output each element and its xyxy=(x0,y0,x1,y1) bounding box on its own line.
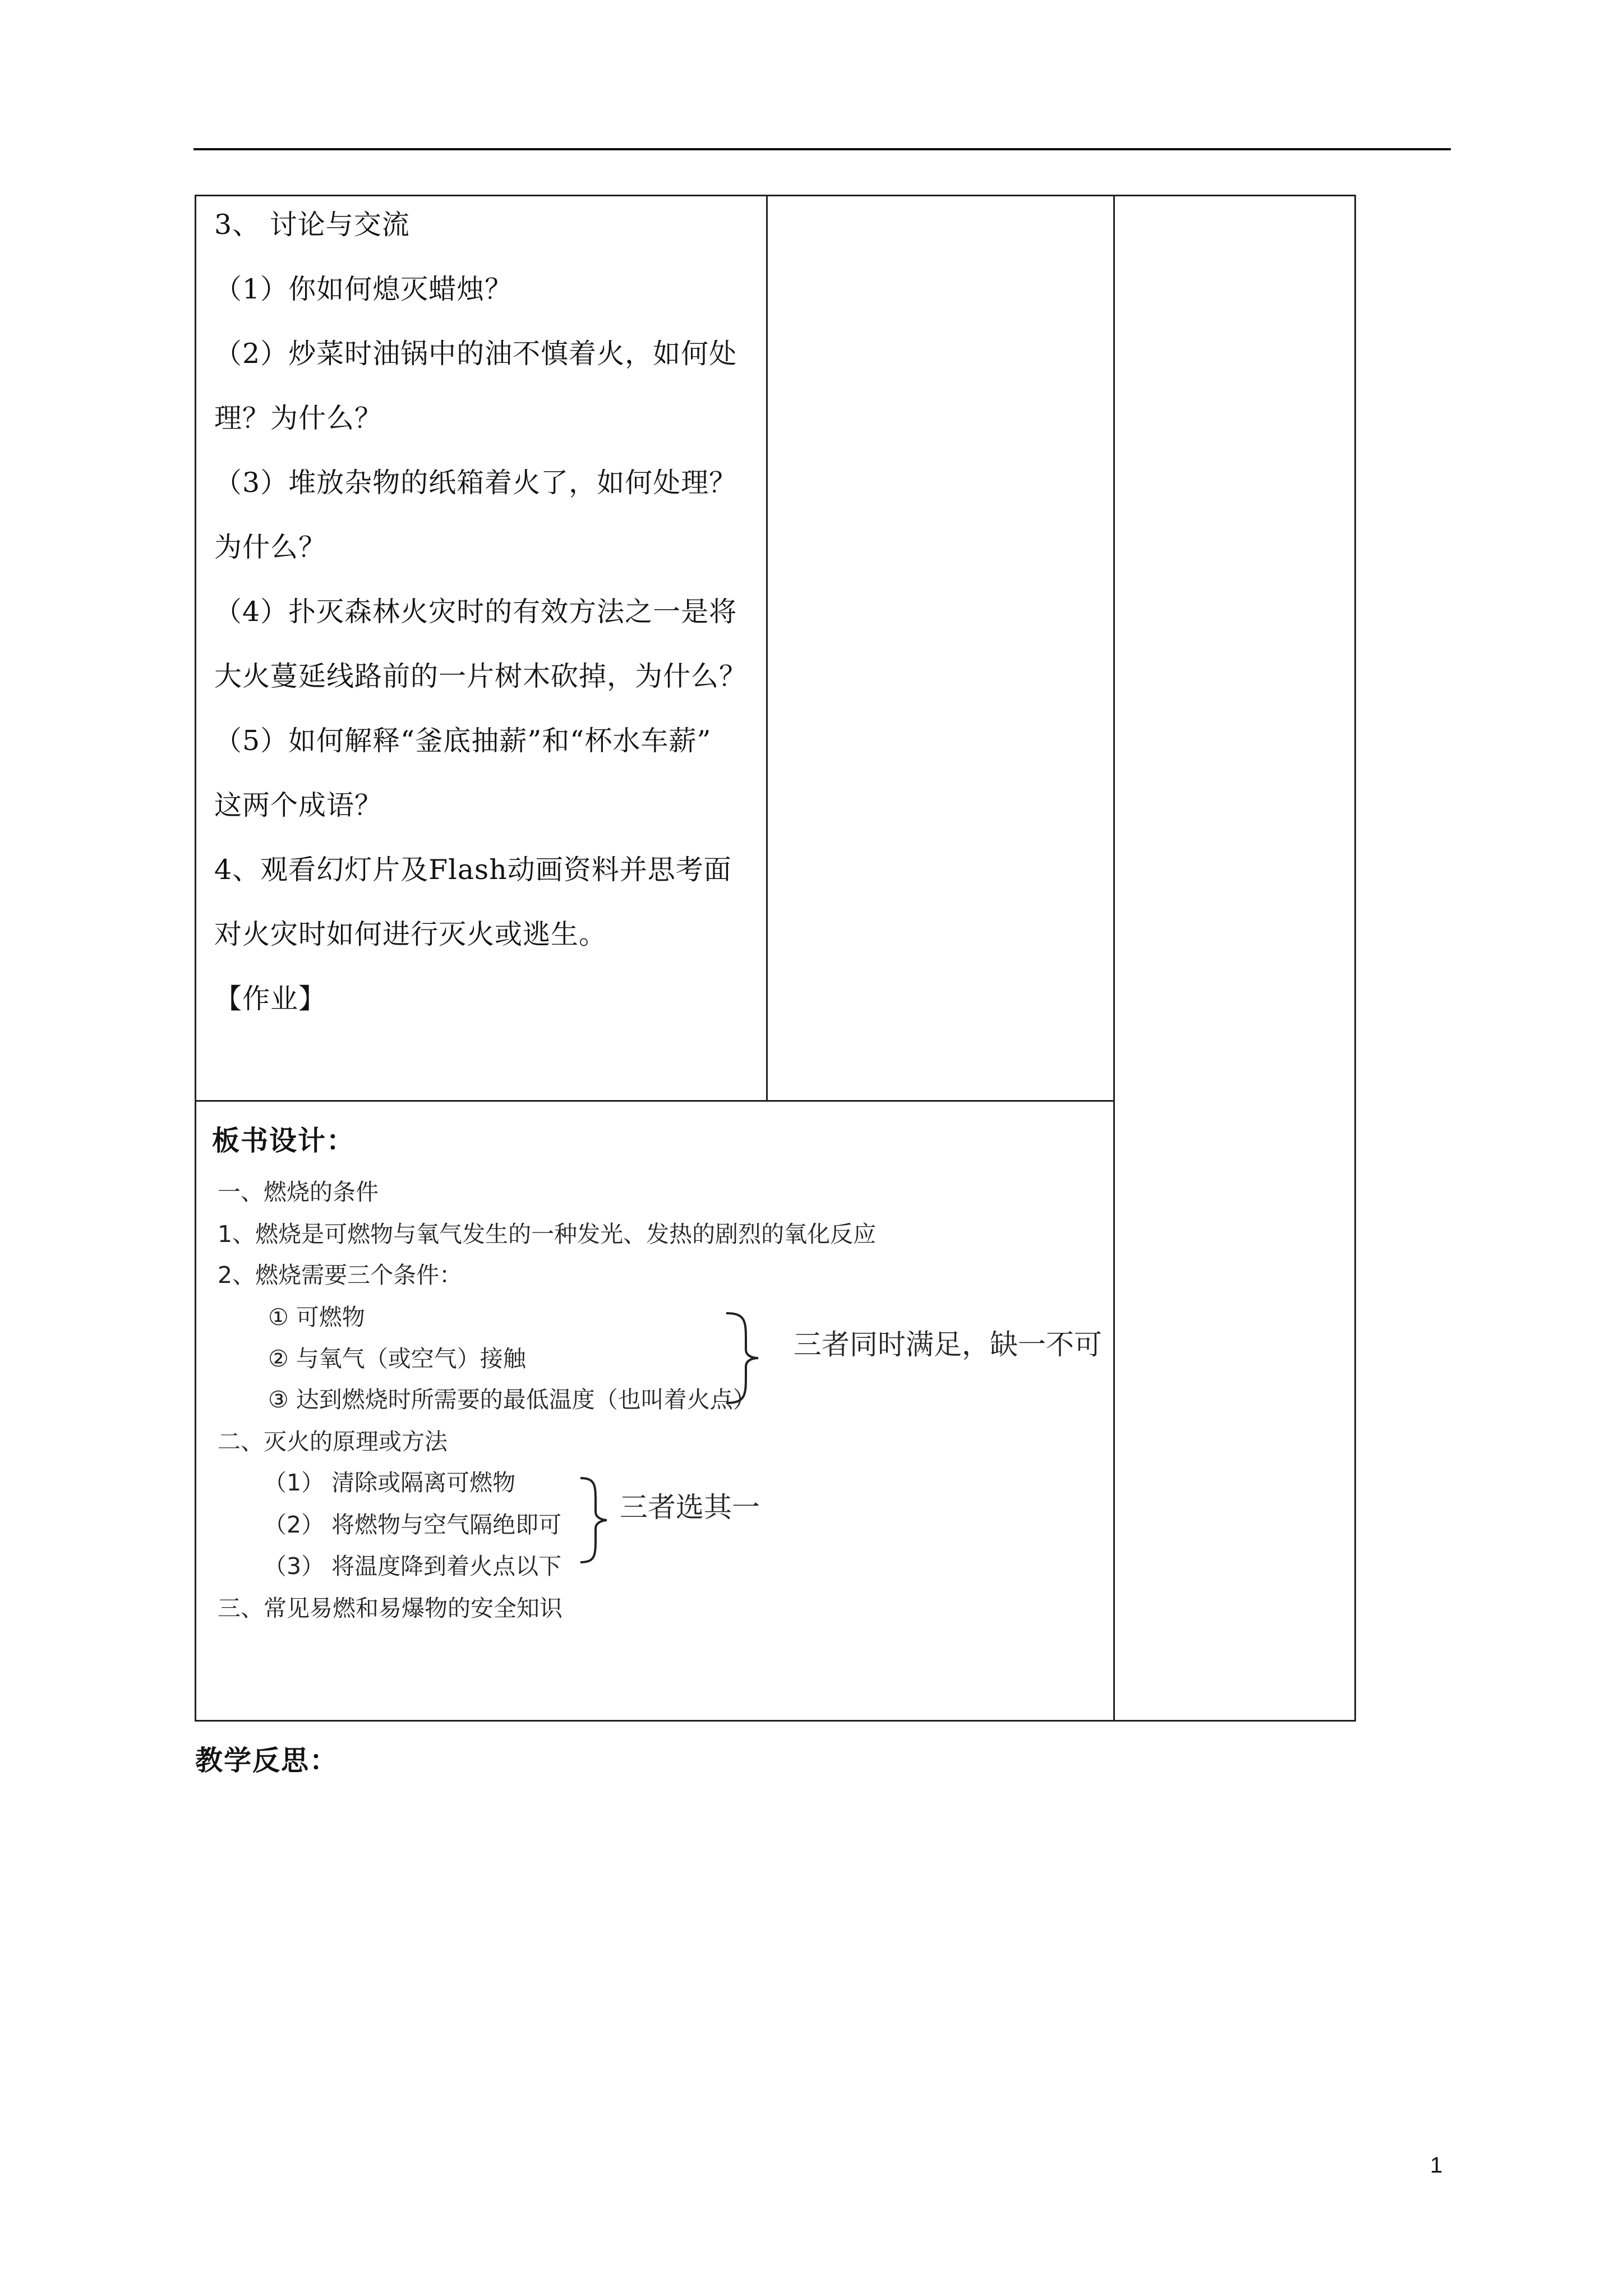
activity-line: 这两个成语？ xyxy=(214,789,383,821)
activity-line: 【作业】 xyxy=(214,983,327,1015)
activity-line: （2）炒菜时油锅中的油不慎着火，如何处 xyxy=(214,338,737,370)
brace-conditions-icon xyxy=(723,1310,768,1406)
activity-cell xyxy=(214,209,753,1047)
board-condition-item: ① 可燃物 xyxy=(268,1304,365,1331)
board-methods-note: 三者选其一 xyxy=(620,1491,760,1524)
activity-line: 大火蔓延线路前的一片树木砍掉，为什么？ xyxy=(214,660,748,692)
activity-line: 为什么？ xyxy=(214,531,327,563)
board-design-title: 板书设计： xyxy=(212,1124,356,1157)
activity-line: 理？为什么？ xyxy=(214,402,383,434)
board-condition-item: ② 与氧气（或空气）接触 xyxy=(268,1345,526,1372)
table-border-top xyxy=(195,195,1356,196)
activity-line: （1）你如何熄灭蜡烛？ xyxy=(214,273,513,305)
board-condition-item: ③ 达到燃烧时所需要的最低温度（也叫着火点） xyxy=(268,1386,756,1413)
table-divider-col2 xyxy=(1113,195,1115,1722)
board-point-conditions: 2、燃烧需要三个条件： xyxy=(218,1262,463,1289)
board-method-item: （2） 将燃物与空气隔绝即可 xyxy=(264,1511,562,1538)
board-method-item: （3） 将温度降到着火点以下 xyxy=(264,1553,562,1580)
board-heading-safety: 三、常见易燃和易爆物的安全知识 xyxy=(218,1595,562,1622)
board-conditions-note: 三者同时满足，缺一不可 xyxy=(794,1328,1102,1361)
activity-line: （4）扑灭森林火灾时的有效方法之一是将 xyxy=(214,596,737,628)
table-border-bottom xyxy=(195,1720,1356,1722)
activity-line: 4、观看幻灯片及Flash动画资料并思考面 xyxy=(214,854,732,886)
table-border-right xyxy=(1354,195,1356,1722)
table-divider-col1 xyxy=(766,195,768,1101)
board-heading-extinguish: 二、灭火的原理或方法 xyxy=(218,1428,448,1455)
page-number: 1 xyxy=(1430,2153,1443,2178)
table-divider-row xyxy=(195,1100,1115,1102)
table-border-left xyxy=(195,195,196,1722)
brace-methods-icon xyxy=(578,1475,617,1565)
activity-line: （5）如何解释“釜底抽薪”和“杯水车薪” xyxy=(214,725,712,757)
board-point-definition: 1、燃烧是可燃物与氧气发生的一种发光、发热的剧烈的氧化反应 xyxy=(218,1221,877,1248)
board-method-item: （1） 清除或隔离可燃物 xyxy=(264,1469,516,1496)
teaching-reflection-title: 教学反思： xyxy=(195,1744,339,1777)
activity-line: （3）堆放杂物的纸箱着火了，如何处理？ xyxy=(214,467,737,499)
activity-line: 3、 讨论与交流 xyxy=(214,209,410,241)
board-heading-combustion: 一、燃烧的条件 xyxy=(218,1179,379,1205)
activity-line: 对火灾时如何进行灭火或逃生。 xyxy=(214,918,607,950)
header-rule xyxy=(193,148,1451,150)
